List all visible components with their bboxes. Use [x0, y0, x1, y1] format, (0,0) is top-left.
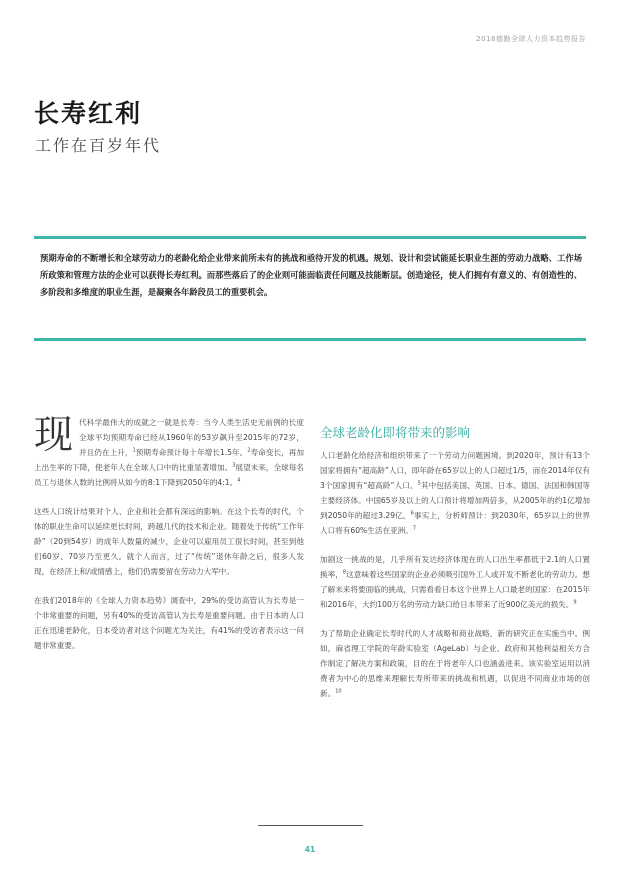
- left-paragraph-1: [34, 415, 304, 490]
- text-segment: 寿命变长，再加上出生率的下降，使老年人在全球人口中的比重显著增加。: [34, 448, 305, 472]
- footer-rule: [258, 825, 363, 826]
- footnote-ref: 5: [417, 480, 421, 487]
- footnote-ref: 3: [232, 462, 236, 469]
- text-segment: 这意味着这些国家的企业必须吸引国外工人或开发不断老化的劳动力。想了解未来将要面临的挑战，只需看看日本这个世界上人口最老的国家：在2015年和2016年，大约100万名的劳动力缺口给日本带来了近900亿美元的损失。: [320, 570, 591, 609]
- text-segment: 加剧这一挑战的是，几乎所有发达经济体现在的人口出生率都低于2.1的人口置换率，: [320, 555, 590, 579]
- right-paragraph-2: [320, 552, 590, 612]
- page-title: 长寿红利: [34, 99, 143, 128]
- text-segment: 其中包括美国、英国、日本、德国、法国和韩国等主要经济体。中国65岁及以上的人口预计将增加两倍多，从2005年的约1亿增加到2050年的超过3.29亿，: [320, 481, 591, 520]
- footnote-ref: 8: [342, 569, 347, 576]
- section-heading: 全球老龄化即将带来的影响: [320, 425, 471, 440]
- footnote-ref: 10: [335, 688, 342, 695]
- text-segment: 展望未来，全球每名员工与退休人数的比例将从如今的8:1下降到2050年的4:1。: [34, 463, 304, 487]
- left-paragraph-3: 在我们2018年的《全球人力资本趋势》调查中，29%的受访高管认为长寿是一个非常重要的问题，另有40%的受访高管认为长寿是重要问题。由于日本的人口正在迅速老龄化，日本受访者对这个问题尤为关注，有41%的受访者表示这一问题非常重要。: [34, 596, 304, 650]
- footnote-ref: 4: [237, 477, 241, 484]
- text-segment: 事实上，分析师预计：到2030年，65岁以上的世界人口将有60%生活在亚洲。: [320, 511, 590, 535]
- text-segment: 人口老龄化给经济和组织带来了一个劳动力问题困境。到2020年，预计有13个国家将拥有“超高龄”人口，即年龄在65岁以上的人口超过1/5，而在2014年仅有3个国家拥有“超高龄”人口。: [320, 451, 590, 490]
- right-paragraph-3: [320, 626, 590, 701]
- footnote-ref: 2: [247, 447, 251, 454]
- drop-cap: 现: [34, 413, 74, 458]
- footnote-ref: 7: [412, 525, 417, 532]
- footnote-ref: 9: [573, 599, 577, 606]
- right-column: [320, 415, 590, 715]
- left-column: [34, 415, 304, 667]
- page-subtitle: 工作在百岁年代: [35, 136, 162, 155]
- footnote-ref: 1: [132, 447, 136, 454]
- intro-paragraph: 预期寿命的不断增长和全球劳动力的老龄化给企业带来前所未有的挑战和亟待开发的机遇。规划、设计和尝试能延长职业生涯的劳动力战略、工作场所政策和管理方法的企业可以获得长寿红利。而那些落后了的企业则可能面临责任问题及技能断层。创造途径，使人们拥有有意义的、有创造性的、多阶段和多维度的职业生涯，是凝聚各年龄段员工的重要机会。: [40, 253, 582, 297]
- text-segment: 代科学最伟大的成就之一就是长寿：当今人类生活史无前例的长度全球平均预期寿命已经从1960年的53岁飙升至2015年的72岁，并且仍在上升，: [79, 418, 304, 457]
- intro-bottom-rule: [34, 338, 586, 341]
- intro-top-rule: [34, 236, 586, 239]
- text-segment: 预期寿命预计每十年增长1.5年。: [135, 448, 248, 457]
- report-header: 2018德勤全球人力资本趋势报告: [476, 35, 586, 43]
- footnote-ref: 6: [410, 510, 414, 517]
- text-segment: 为了帮助企业确定长寿时代的人才战略和商业战略，新的研究正在实施当中。例如，麻省理工学院的年龄实验室（AgeLab）与企业、政府和其他利益相关方合作制定了解决方案和政策，目的在于将老年人口也涵盖进来。该实验室运用以消费者为中心的思维来理解长寿所带来的挑战和机遇，以促进不同商业市场的创新。: [320, 629, 590, 698]
- right-paragraph-1: [320, 448, 590, 538]
- page-number: 41: [304, 845, 316, 854]
- left-paragraph-2: 这些人口统计结果对个人、企业和社会都有深远的影响。在这个长寿的时代，个体的职业生命可以延续更长时间，跨越几代的技术和企业。随着处于传统“工作年龄”（20到54岁）的成年人数量的减少，企业可以雇用员工很长时间，甚至到他们60岁、70岁乃至更久。就个人而言，过了“传统”退休年龄之后，很多人发现，在经济上和/或情感上，他们仍需要留在劳动力大军中。: [34, 507, 304, 576]
